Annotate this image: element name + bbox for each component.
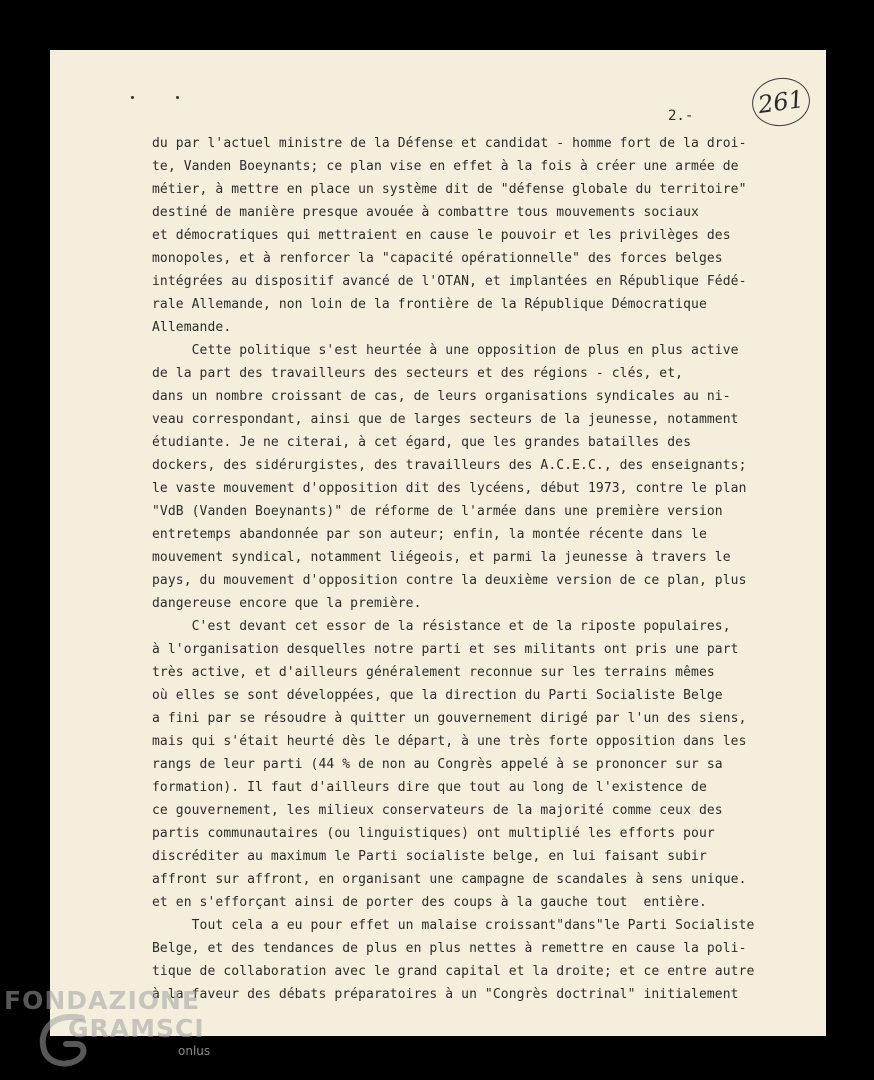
text-line: veau correspondant, ainsi que de larges secteurs de la jeunesse, notamment: [152, 412, 739, 427]
text-line: Cette politique s'est heurtée à une opposition de plus en plus active: [152, 343, 739, 358]
text-line: monopoles, et à renforcer la "capacité opérationnelle" des forces belges: [152, 251, 723, 266]
text-line: te, Vanden Boeynants; ce plan vise en effet à la fois à créer une armée de: [152, 159, 739, 174]
text-line: rale Allemande, non loin de la frontière de la République Démocratique: [152, 297, 707, 312]
text-line: formation). Il faut d'ailleurs dire que tout au long de l'existence de: [152, 780, 707, 795]
text-line: dans un nombre croissant de cas, de leurs organisations syndicales au ni-: [152, 389, 731, 404]
text-line: dockers, des sidérurgistes, des travailleurs des A.C.E.C., des enseignants;: [152, 458, 747, 473]
text-line: rangs de leur parti (44 % de non au Congrès appelé à se prononcer sur sa: [152, 757, 723, 772]
text-line: à l'organisation desquelles notre parti et ses militants ont pris une part: [152, 642, 739, 657]
margin-mark: [176, 96, 179, 99]
watermark-line-1: FONDAZIONE: [4, 986, 201, 1015]
text-line: étudiante. Je ne citerai, à cet égard, que les grandes batailles des: [152, 435, 692, 450]
text-line: très active, et d'ailleurs généralement reconnue sur les terrains mêmes: [152, 665, 715, 680]
text-line: ce gouvernement, les milieux conservateurs de la majorité comme ceux des: [152, 803, 723, 818]
text-line: a fini par se résoudre à quitter un gouvernement dirigé par l'un des siens,: [152, 711, 747, 726]
text-line: "VdB (Vanden Boeynants)" de réforme de l'armée dans une première version: [152, 504, 723, 519]
text-line: destiné de manière presque avouée à combattre tous mouvements sociaux: [152, 205, 699, 220]
text-line: tique de collaboration avec le grand capital et la droite; et ce entre autre: [152, 964, 755, 979]
text-line: Allemande.: [152, 320, 232, 335]
text-line: du par l'actuel ministre de la Défense et candidat - homme fort de la droi-: [152, 136, 747, 151]
watermark-subtitle: onlus: [178, 1044, 211, 1058]
text-line: mouvement syndical, notamment liégeois, et parmi la jeunesse à travers le: [152, 550, 731, 565]
text-line: Belge, et des tendances de plus en plus nettes à remettre en cause la poli-: [152, 941, 747, 956]
margin-mark: [131, 96, 134, 99]
text-line: de la part des travailleurs des secteurs et des régions - clés, et,: [152, 366, 684, 381]
text-line: métier, à mettre en place un système dit de "défense globale du territoire": [152, 182, 747, 197]
watermark-line-2: GRAMSCI: [68, 1014, 205, 1043]
text-line: affront sur affront, en organisant une campagne de scandales à sens unique.: [152, 872, 747, 887]
text-line: intégrées au dispositif avancé de l'OTAN, et implantées en République Fédé-: [152, 274, 747, 289]
text-line: où elles se sont développées, que la direction du Parti Socialiste Belge: [152, 688, 723, 703]
text-line: dangereuse encore que la première.: [152, 596, 422, 611]
text-line: et démocratiques qui mettraient en cause le pouvoir et les privilèges des: [152, 228, 731, 243]
text-line: partis communautaires (ou linguistiques) ont multiplié les efforts pour: [152, 826, 715, 841]
text-line: et en s'efforçant ainsi de porter des coups à la gauche tout entière.: [152, 895, 707, 910]
text-line: mais qui s'était heurté dès le départ, à une très forte opposition dans les: [152, 734, 747, 749]
text-line: discréditer au maximum le Parti socialiste belge, en lui faisant subir: [152, 849, 707, 864]
text-line: pays, du mouvement d'opposition contre la deuxième version de ce plan, plus: [152, 573, 747, 588]
text-line: le vaste mouvement d'opposition dit des lycéens, début 1973, contre le plan: [152, 481, 747, 496]
body-text: [152, 132, 772, 1006]
page-number: 2.-: [668, 108, 694, 124]
text-line: Tout cela a eu pour effet un malaise croissant"dans"le Parti Socialiste: [152, 918, 755, 933]
text-line: entretemps abandonnée par son auteur; enfin, la montée récente dans le: [152, 527, 707, 542]
text-line: C'est devant cet essor de la résistance et de la riposte populaires,: [152, 619, 731, 634]
archive-number-stamp: 261: [749, 74, 813, 130]
text-line: à la faveur des débats préparatoires à un "Congrès doctrinal" initialement: [152, 987, 739, 1002]
